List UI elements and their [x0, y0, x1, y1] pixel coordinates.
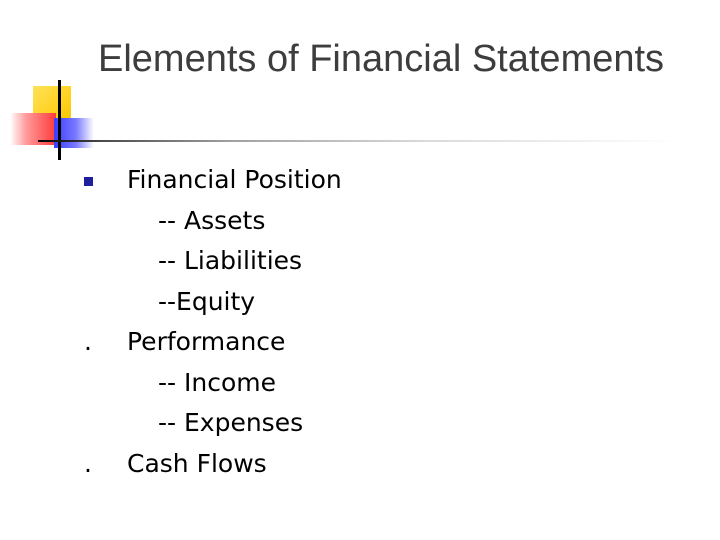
- bullet-item-performance: [0, 322, 720, 363]
- sub-item-text: --Equity: [158, 286, 256, 316]
- sub-item-assets: [0, 201, 720, 242]
- bullet-item-financial-position: [0, 160, 720, 201]
- sub-item-text: -- Liabilities: [158, 246, 303, 275]
- sub-item-expenses: [0, 403, 720, 444]
- dot-bullet-marker: .: [84, 327, 92, 356]
- sub-item-text: -- Expenses: [158, 408, 304, 437]
- bullet-text: Financial Position: [127, 165, 342, 194]
- dot-bullet-marker: .: [84, 448, 92, 478]
- bullet-text: Cash Flows: [127, 448, 267, 478]
- sub-item-text: -- Income: [158, 367, 276, 397]
- sub-item-text: -- Assets: [158, 205, 266, 235]
- sub-item-equity: [0, 282, 720, 323]
- decorative-vertical-line: [58, 80, 61, 160]
- sub-item-liabilities: [0, 241, 720, 282]
- bullet-text: Performance: [127, 327, 286, 356]
- sub-item-income: [0, 363, 720, 404]
- slide-title: Elements of Financial Statements: [98, 38, 665, 80]
- bullet-list: [0, 160, 720, 484]
- title-divider-line: [38, 140, 678, 142]
- bullet-item-cash-flows: [0, 444, 720, 485]
